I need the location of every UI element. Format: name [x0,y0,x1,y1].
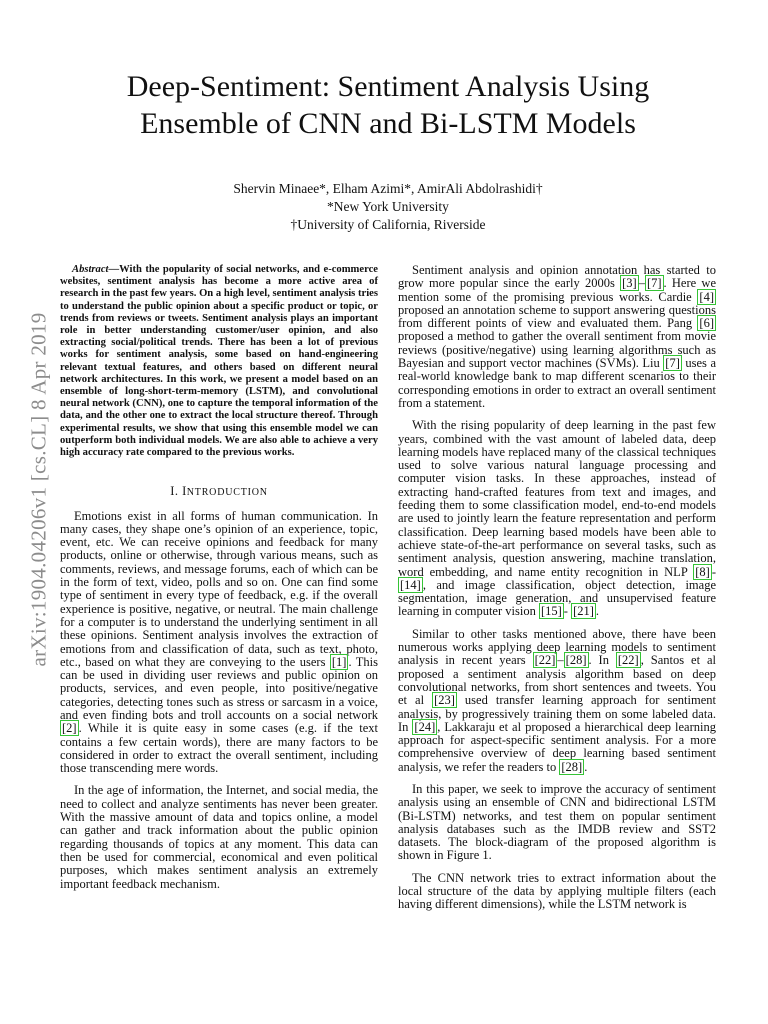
left-column [60,264,378,900]
deep-learning-paragraph [398,419,716,618]
citation-link[interactable]: [8] [695,564,710,579]
text-run: used transfer learning approach for sentiment analysis, by progressively training them on some labeled data. In [398,693,716,734]
text-run: Similar to other tasks mentioned above, there have been numerous works applying deep learning models to sentiment analysis in recent years [398,626,716,668]
text-run: - [711,564,716,579]
citation-link[interactable]: [22] [534,653,556,668]
author-block [60,180,716,234]
citation-link[interactable]: [21] [573,604,594,619]
citation-link[interactable]: [4] [699,289,714,304]
section-title-rest: NTRODUCTION [186,487,268,499]
intro-paragraph-2: In the age of information, the Internet, and social media, the need to collect and analyze sentiments has never been greater. With the massive amount of data and topics online, a model can gather and track information about the public opinion regarding thousands of topics at any moment. This data can then be used for commercial, economical and even political purposes, which makes sentiment analysis an extremely important feedback mechanism. [60,783,378,891]
text-run: With the rising popularity of deep learning in the past few years, combined with the vast amount of labeled data, deep learning models have replaced many of the classical techniques used to solve various natural language processing and computer vision tasks. In these approaches, instead of extracting hand-crafted features from text and images, and feeding them to some classification model, end-to-end models are used to jointly learn the feature representation and perform classification. Deep learning based models have been able to achieve state-of-the-art performance on several tasks, such as sentiment analysis, question answering, machine translation, word embedding, and name entity recognition in NLP [398,418,716,579]
paper-title [60,68,716,142]
citation-link[interactable]: [15] [540,604,562,619]
affiliation-nyu: *New York University [327,199,449,214]
citation-link[interactable]: [28] [565,653,587,668]
text-run: . In [588,653,616,668]
citation-link[interactable]: [1] [331,654,347,669]
text-run: . [584,759,588,774]
text-run: uses a real-world knowledge bank to map different scenarios to their corresponding emotions in order to extract an overall sentiment from a statement. [398,356,716,410]
section-heading-introduction [60,485,378,499]
citation-link[interactable]: [2] [62,721,77,736]
text-run: - [563,604,572,619]
arxiv-identifier-text: arXiv:1904.04206v1 [cs.CL] 8 Apr 2019 [26,311,51,667]
cnn-description-paragraph: The CNN network tries to extract information about the local structure of the data by applying multiple filters (each having different dimensions), while the LSTM network is [398,870,716,912]
citation-link[interactable]: [14] [400,577,421,592]
abstract-text: With the popularity of social networks, and e-commerce websites, sentiment analysis has become a more active area of research in the past few years. On a high level, sentiment analysis tries to understand the public opinion about a specific product or topic, or trends from reviews or tweets. Sentiment analysis plays an important role in better understanding customer/user opinion, and also extracting social/political trends. There has been a lot of previous works for sentiment analysis, some based on hand-engineering relevant textual features, and others based on different neural network architectures. In this work, we present a model based on an ensemble of long-short-term-memory (LSTM), and convolutional neural network (CNN), one to capture the temporal information of the data, and the other one to extract the local structure thereof. Through experimental results, we show that using this ensemble model we can outperform both individual models. We are also able to achieve a very high accuracy rate compared to the previous works. [60,264,378,459]
text-run: . Here we mention some of the promising previous works. Cardie [398,276,716,304]
related-work-paragraph [398,264,716,410]
citation-link[interactable]: [24] [414,719,436,734]
citation-link[interactable]: [3] [622,276,637,291]
abstract [60,264,378,459]
text-run: – [638,276,645,291]
text-run: – [557,653,564,668]
text-run: proposed an annotation scheme to support answering questions from different points of view and evaluated them. Pang [398,302,716,331]
title-line-2: Ensemble of CNN and Bi-LSTM Models [140,107,636,140]
section-title-initial: I [182,484,187,499]
text-run: Sentiment analysis and opinion annotation has started to grow more popular since the early 2000s [398,263,716,291]
section-numeral: I. [170,484,179,499]
title-line-1: Deep-Sentiment: Sentiment Analysis Using [126,70,650,103]
citation-link[interactable]: [7] [665,356,680,371]
text-run: , and image classification, object detection, image segmentation, image generation, and unsupervised feature learning in computer vision [398,577,716,619]
abstract-dash: — [108,264,120,275]
citation-link[interactable]: [23] [434,693,455,708]
citation-link[interactable]: [7] [646,276,662,291]
affiliation-ucr: †University of California, Riverside [290,217,486,232]
text-run: . This can be used in dividing user reviews and public opinion on products, services, and even people, into positive/negative categories, detecting tones such as stress or sarcasm in a voice, and even finding bots and troll accounts on a social network [60,654,378,722]
arxiv-identifier-stamp [26,284,52,694]
text-run: . [595,604,600,619]
right-column [398,264,716,921]
text-run: . While it is quite easy in some cases (e.g. if the text contains a few certain words), there are many factors to be considered in order to extract the overall sentiment, including those transcending mere words. [60,721,378,776]
abstract-label: Abstract [72,264,109,275]
intro-paragraph-1 [60,510,378,776]
text-run: Emotions exist in all forms of human communication. In many cases, they shape one’s opinion of an experience, topic, event, etc. We can receive opinions and feedback for many products, online or otherwise, through various means, such as comments, reviews, and message forums, each of which can be in the form of text, video, polls and so on. One can find some type of sentiment in every type of feedback, e.g. if the overall experience is positive, negative, or neutral. The main challenge for a computer is to understand the underlying sentiment in all these opinions. Sentiment analysis involves the extraction of emotions from and classification of data, such as text, photo, etc., based on what they are conveying to the users [60,508,378,669]
citation-link[interactable]: [28] [561,759,583,774]
citation-link[interactable]: [6] [699,316,714,331]
citation-link[interactable]: [22] [617,653,639,668]
text-run: proposed a method to gather the overall sentiment from movie reviews (positive/negative) using learning algorithms such as Bayesian and support vector machines (SVMs). Liu [398,329,716,371]
contribution-paragraph: In this paper, we seek to improve the accuracy of sentiment analysis using an ensemble of CNN and bidirectional LSTM (Bi-LSTM) networks, and test them on popular sentiment analysis databases such as the IMDB review and SST2 datasets. The block-diagram of the proposed algorithm is shown in Figure 1. [398,781,716,863]
prior-sentiment-work-paragraph [398,628,716,774]
author-names: Shervin Minaee*, Elham Azimi*, AmirAli Abdolrashidi† [233,181,543,196]
text-run: , Santos et al proposed a sentiment analysis algorithm based on deep convolutional networks, from short sentences and tweets. You et al [398,653,716,708]
text-run: , Lakkaraju et al proposed a hierarchical deep learning approach for aspect-specific sentiment analysis. For a more comprehensive overview of deep learning based sentiment analysis, we refer the readers to [398,719,716,774]
